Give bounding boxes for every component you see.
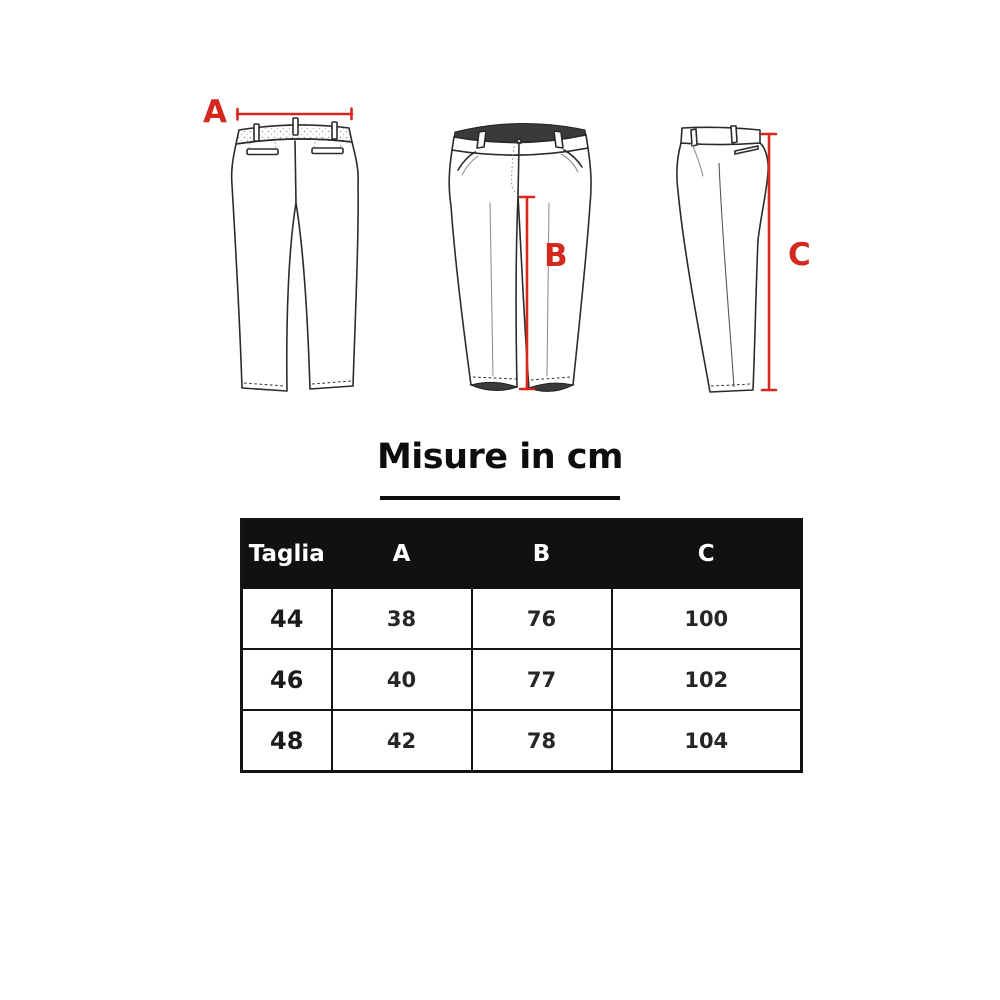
measure-cell: 38 — [332, 588, 472, 649]
size-table — [240, 518, 803, 773]
measure-cell: 104 — [612, 710, 802, 772]
measure-cell: 100 — [612, 588, 802, 649]
table-row — [242, 710, 802, 772]
size-cell: 48 — [242, 710, 332, 772]
table-row — [242, 588, 802, 649]
pants-body — [449, 148, 591, 388]
pants-side-view-drawing — [672, 115, 792, 400]
pants-front-view-drawing — [445, 108, 595, 400]
header-c: C — [612, 520, 802, 589]
pants-body — [677, 143, 768, 392]
pants-back-view-drawing — [225, 100, 365, 400]
size-cell: 46 — [242, 649, 332, 710]
header-a: A — [332, 520, 472, 589]
measure-label-a: A — [203, 94, 227, 130]
measure-label-b: B — [544, 238, 568, 274]
measure-cell: 78 — [472, 710, 612, 772]
measure-cell: 102 — [612, 649, 802, 710]
title-underline — [380, 496, 620, 500]
header-b: B — [472, 520, 612, 589]
measure-cell: 76 — [472, 588, 612, 649]
table-header-row — [242, 520, 802, 589]
measure-cell: 42 — [332, 710, 472, 772]
header-taglia: Taglia — [242, 520, 332, 589]
size-cell: 44 — [242, 588, 332, 649]
measure-label-c: C — [788, 237, 811, 273]
table-row — [242, 649, 802, 710]
measure-cell: 77 — [472, 649, 612, 710]
page-title: Misure in cm — [376, 437, 624, 477]
measure-cell: 40 — [332, 649, 472, 710]
